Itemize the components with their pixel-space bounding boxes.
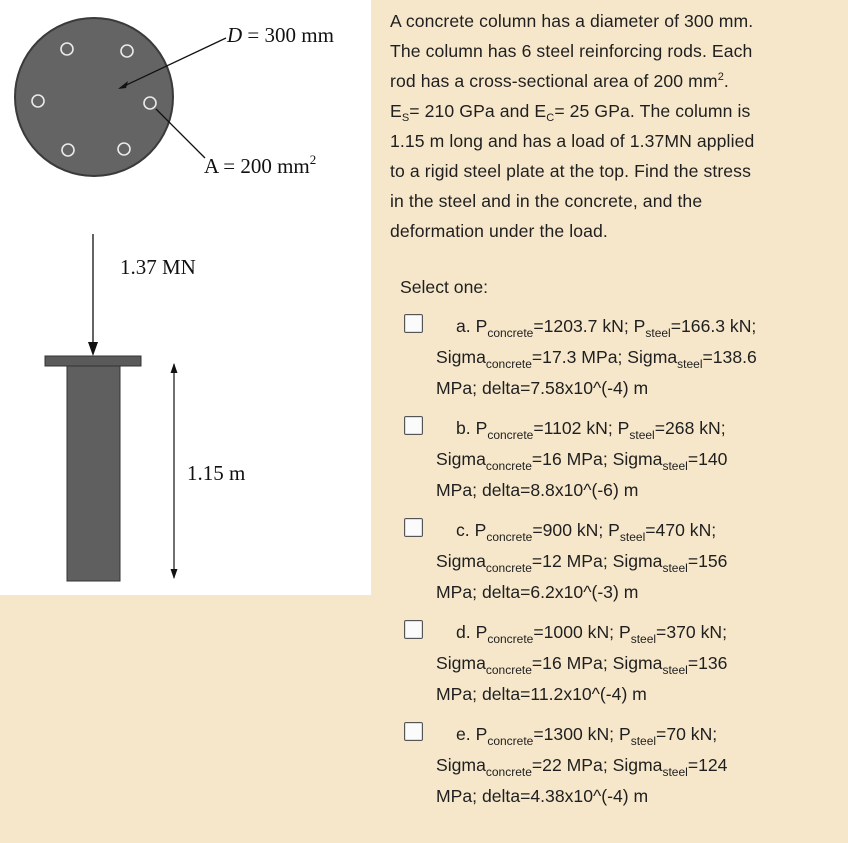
sigma-steel-value: =138.6 (702, 347, 757, 367)
p-steel-value: =166.3 kN; (670, 316, 757, 336)
sigma-concrete-value: =12 MPa; (531, 551, 613, 571)
area-label-text: A = 200 mm (204, 154, 310, 178)
option-letter: a. (456, 316, 476, 336)
option-checkbox[interactable] (404, 722, 423, 741)
option-letter: e. (456, 724, 476, 744)
option-letter: b. (456, 418, 476, 438)
sigma-concrete-value: =16 MPa; (531, 653, 613, 673)
delta-value: MPa; delta=8.8x10^(-6) m (436, 480, 639, 500)
option-text: a. $P_{concrete}=1203.7$ kN; $P_{steel}=166.3$ kN; Sigma$_{concrete}$=17.3 MPa; Sigma$_{steel}$=138.6 MPa; delta=7.58x10^(-4) m (436, 316, 757, 398)
length-arrow-top (171, 363, 178, 373)
column-diagram (0, 0, 371, 595)
p-concrete-value: =900 kN; (532, 520, 609, 540)
p-concrete-value: =1102 kN; (533, 418, 618, 438)
p-concrete-value: =1000 kN; (533, 622, 619, 642)
select-one-label: Select one: (400, 277, 489, 297)
question-line: 1.15 m long and has a load of 1.37MN applied (390, 131, 755, 151)
p-steel-value: =268 kN; (654, 418, 726, 438)
option-letter: d. (456, 622, 476, 642)
option-text: d. $P_{concrete}=1000$ kN; $P_{steel}=370$ kN; Sigma$_{concrete}$=16 MPa; Sigma$_{steel}$=136 MPa; delta=11.2x10^(-4) m (436, 622, 728, 704)
question-line: deformation under the load. (390, 221, 608, 241)
sigma-concrete-value: =16 MPa; (531, 449, 613, 469)
length-label: 1.15 m (187, 461, 246, 485)
area-label (204, 154, 316, 179)
sigma-concrete-value: =17.3 MPa; (531, 347, 628, 367)
rigid-plate (45, 356, 141, 366)
option-text: e. $P_{concrete}=1300$ kN; $P_{steel}=70$ kN; Sigma$_{concrete}$=22 MPa; Sigma$_{steel}$=124 MPa; delta=4.38x10^(-4) m (436, 724, 728, 806)
question-line: $E_S= 210$ GPa and $E_C= 25$ GPa. The column is (390, 101, 751, 124)
option-checkbox[interactable] (404, 314, 423, 333)
question-text (390, 6, 830, 246)
load-label: 1.37 MN (120, 255, 196, 279)
area-exponent: 2 (309, 152, 317, 167)
option-letter: c. (456, 520, 475, 540)
p-steel-value: =470 kN; (645, 520, 717, 540)
delta-value: MPa; delta=7.58x10^(-4) m (436, 378, 649, 398)
sigma-steel-value: =136 (687, 653, 728, 673)
p-steel-value: =70 kN; (656, 724, 718, 744)
load-arrowhead (88, 342, 98, 356)
option-text: b. $P_{concrete}=1102$ kN; $P_{steel}=268$ kN; Sigma$_{concrete}$=16 MPa; Sigma$_{steel}$=140 MPa; delta=8.8x10^(-6) m (436, 418, 728, 500)
question-line: A concrete column has a diameter of 300 mm. (390, 11, 754, 31)
delta-value: MPa; delta=6.2x10^(-3) m (436, 582, 639, 602)
question-line: rod has a cross-sectional area of 200 $mm^2$. (390, 71, 729, 91)
figure-panel (0, 0, 371, 595)
sigma-concrete-value: =22 MPa; (531, 755, 613, 775)
question-line: in the steel and in the concrete, and the (390, 191, 703, 211)
p-concrete-value: =1203.7 kN; (533, 316, 634, 336)
question-line: to a rigid steel plate at the top. Find the stress (390, 161, 751, 181)
option-checkbox[interactable] (404, 416, 423, 435)
p-concrete-value: =1300 kN; (533, 724, 619, 744)
diameter-value: = 300 mm (242, 23, 334, 47)
length-arrow-bottom (171, 569, 178, 579)
question-line: The column has 6 steel reinforcing rods. Each (390, 41, 753, 61)
sigma-steel-value: =124 (687, 755, 728, 775)
option-checkbox[interactable] (404, 620, 423, 639)
column-body (67, 366, 120, 581)
diameter-label: D = 300 mm (227, 23, 334, 47)
option-text: c. $P_{concrete}=900$ kN; $P_{steel}=470$ kN; Sigma$_{concrete}$=12 MPa; Sigma$_{steel}$=156 MPa; delta=6.2x10^(-3) m (436, 520, 728, 602)
sigma-steel-value: =140 (687, 449, 728, 469)
option-checkbox[interactable] (404, 518, 423, 537)
p-steel-value: =370 kN; (656, 622, 727, 642)
delta-value: MPa; delta=11.2x10^(-4) m (436, 684, 647, 704)
delta-value: MPa; delta=4.38x10^(-4) m (436, 786, 649, 806)
sigma-steel-value: =156 (687, 551, 728, 571)
